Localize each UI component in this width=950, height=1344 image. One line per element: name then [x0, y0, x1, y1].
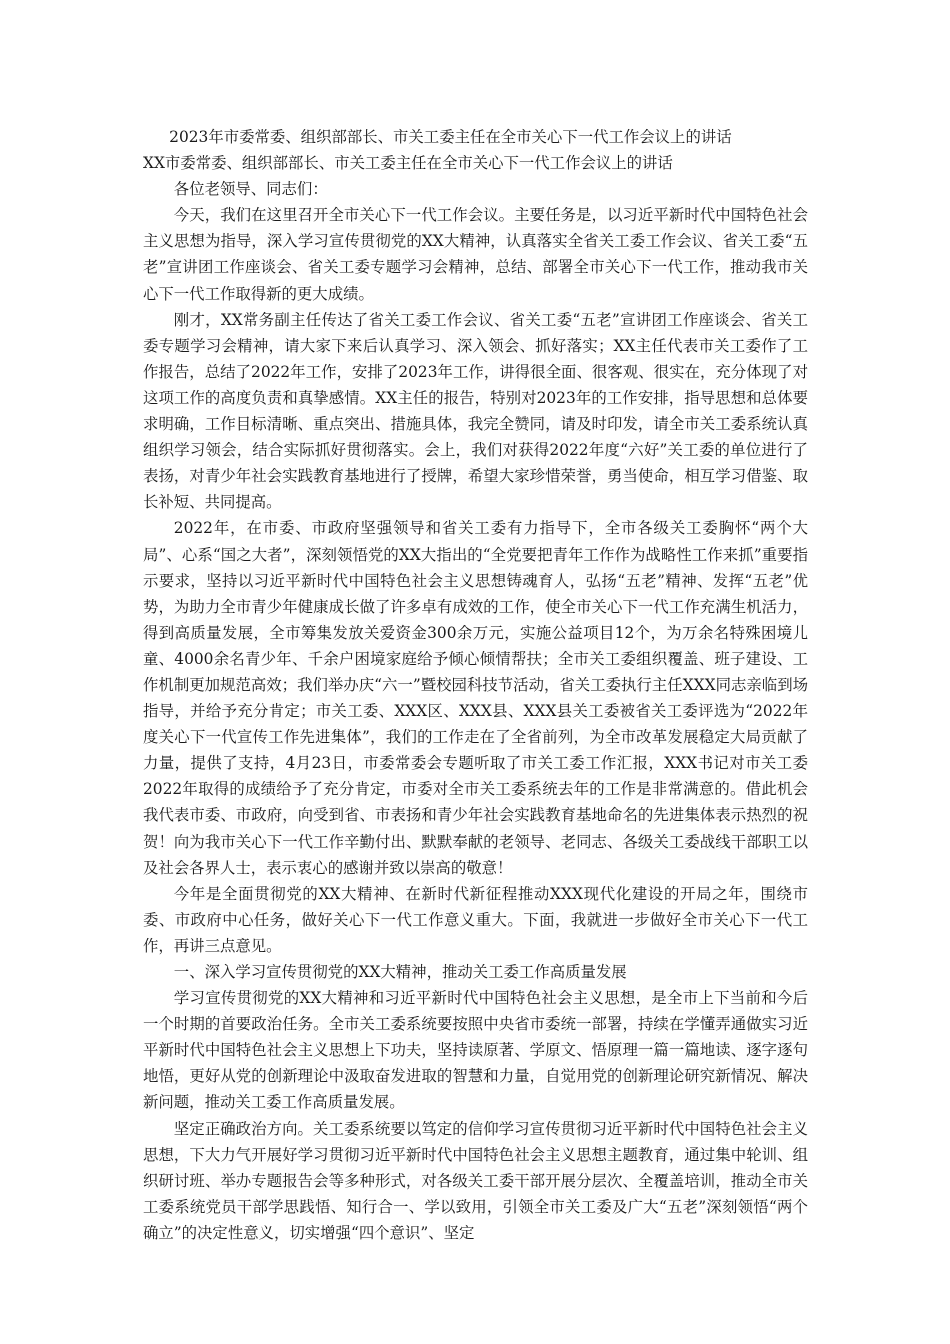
document-title: 2023年市委常委、组织部部长、市关工委主任在全市关心下一代工作会议上的讲话: [169, 128, 732, 146]
paragraph-4: 今年是全面贯彻党的XX大精神、在新时代新征程推动XXX现代化建设的开局之年，围绕市委、市政府中心任务，做好关心下一代工作意义重大。下面，我就进一步做好全市关心下一代工作，再讲三点意见。: [143, 884, 808, 955]
section-heading: 一、深入学习宣传贯彻党的XX大精神，推动关工委工作高质量发展: [173, 963, 627, 981]
paragraph-3: 2022年，在市委、市政府坚强领导和省关工委有力指导下，全市各级关工委胸怀“两个大局”、心系“国之大者”，深刻领悟党的XX大指出的“全党要把青年工作作为战略性工作来抓”重要指示要求，坚持以习近平新时代中国特色社会主义思想铸魂育人，弘扬“五老”精神、发挥“五老”优势，为助力全市青少年健康成长做了许多卓有成效的工作，使全市关心下一代工作充满生机活力，得到高质量发展，全市筹集发放关爱资金300余万元，实施公益项目12个，为万余名特殊困境儿童、4000余名青少年、千余户困境家庭给予倾心倾情帮扶；全市关工委组织覆盖、班子建设、工作机制更加规范高效；我们举办庆“六一”暨校园科技节活动，省关工委执行主任XXX同志亲临到场指导，并给予充分肯定；市关工委、XXX区、XXX县、XXX县关工委被省关工委评选为“2022年度关心下一代宣传工作先进集体”，我们的工作走在了全省前列，为全市改革发展稳定大局贡献了力量，提供了支持，4月23日，市委常委会专题听取了市关工委工作汇报，XXX书记对市关工委2022年取得的成绩给予了充分肯定，市委对全市关工委系统去年的工作是非常满意的。借此机会我代表市委、市政府，向受到省、市表扬和青少年社会实践教育基地命名的先进集体表示热烈的祝贺！向为我市关心下一代工作辛勤付出、默默奉献的老领导、老同志、各级关工委战线干部职工以及社会各界人士，表示衷心的感谢并致以崇高的敬意！: [143, 519, 808, 877]
paragraph-1: 今天，我们在这里召开全市关心下一代工作会议。主要任务是，以习近平新时代中国特色社会主义思想为指导，深入学习宣传贯彻党的XX大精神，认真落实全省关工委工作会议、省关工委“五老”宣讲团工作座谈会、省关工委专题学习会精神，总结、部署全市关心下一代工作，推动我市关心下一代工作取得新的更大成绩。: [143, 206, 808, 303]
section-paragraph-2: 坚定正确政治方向。关工委系统要以笃定的信仰学习宣传贯彻习近平新时代中国特色社会主义思想，下大力气开展好学习贯彻习近平新时代中国特色社会主义思想主题教育，通过集中轮训、组织研讨班、举办专题报告会等多种形式，对各级关工委干部开展分层次、全覆盖培训，推动全市关工委系统党员干部学思践悟、知行合一、学以致用，引领全市关工委及广大“五老”深刻领悟“两个确立”的决定性意义，切实增强“四个意识”、坚定: [143, 1119, 808, 1242]
document-page: [143, 124, 808, 1246]
greeting: 各位老领导、同志们：: [173, 180, 328, 199]
document-subtitle: XX市委常委、组织部部长、市关工委主任在全市关心下一代工作会议上的讲话: [143, 154, 673, 173]
section-paragraph-1: 学习宣传贯彻党的XX大精神和习近平新时代中国特色社会主义思想，是全市上下当前和今后一个时期的首要政治任务。全市关工委系统要按照中央省市委统一部署，持续在学懂弄通做实习近平新时代中国特色社会主义思想上下功夫，坚持读原著、学原文、悟原理一篇一篇地读、逐字逐句地悟，更好从党的创新理论中汲取奋发进取的智慧和力量，自觉用党的创新理论研究新情况、解决新问题，推动关工委工作高质量发展。: [143, 989, 808, 1112]
paragraph-2: 刚才，XX常务副主任传达了省关工委工作会议、省关工委“五老”宣讲团工作座谈会、省关工委专题学习会精神，请大家下来后认真学习、深入领会、抓好落实；XX主任代表市关工委作了工作报告，总结了2022年工作，安排了2023年工作，讲得很全面、很客观、很实在，充分体现了对这项工作的高度负责和真挚感情。XX主任的报告，特别对2023年的工作安排，指导思想和总体要求明确，工作目标清晰、重点突出、措施具体，我完全赞同，请及时印发，请全市关工委系统认真组织学习领会，结合实际抓好贯彻落实。会上，我们对获得2022年度“六好”关工委的单位进行了表扬，对青少年社会实践教育基地进行了授牌，希望大家珍惜荣誉，勇当使命，相互学习借鉴、取长补短、共同提高。: [143, 310, 808, 512]
